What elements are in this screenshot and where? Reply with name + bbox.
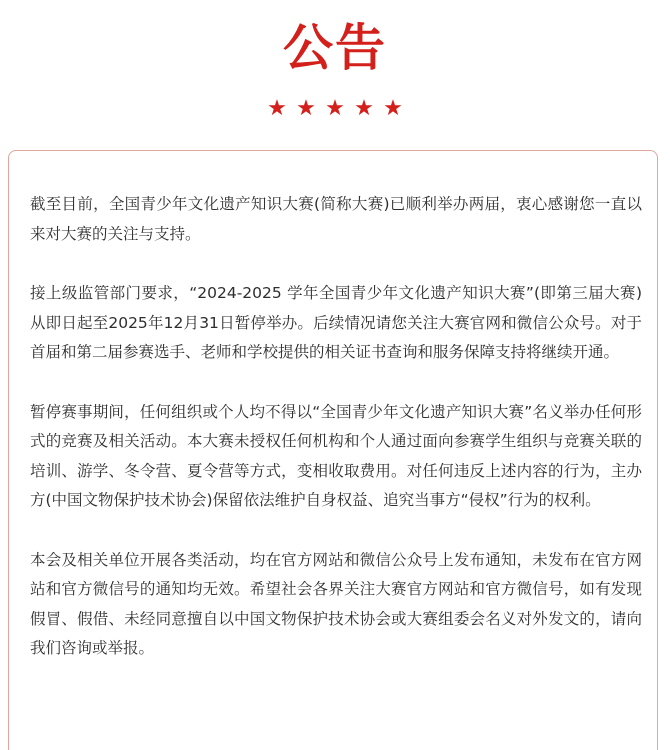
paragraph-suspension: 接上级监管部门要求，“2024-2025 学年全国青少年文化遗产知识大赛”(即第三届大赛)从即日起至2025年12月31日暂停举办。后续情况请您关注大赛官网和微信公众号。对于首届和第二届参赛选手、老师和学校提供的相关证书查询和服务保障支持将继续开通。 [30,284,642,361]
star-icon: ★ [267,96,287,121]
page-title: 公告 [283,19,387,77]
paragraph-acknowledgement: 截至目前，全国青少年文化遗产知识大赛(简称大赛)已顺利举办两届，衷心感谢您一直以来对大赛的关注与支持。 [30,195,642,243]
paragraph-prohibition: 暂停赛事期间，任何组织或个人均不得以“全国青少年文化遗产知识大赛”名义举办任何形式的竞赛及相关活动。本大赛未授权任何机构和个人通过面向参赛学生组织与竞赛关联的培训、游学、冬令营、夏令营等方式，变相收取费用。对任何违反上述内容的行为，主办方(中国文物保护技术协会)保留依法维护自身权益、追究当事方“侵权”行为的权利。 [30,402,642,509]
star-rating-decoration [0,96,670,122]
star-icon: ★ [383,96,403,121]
paragraph-official-channels: 本会及相关单位开展各类活动，均在官方网站和微信公众号上发布通知，未发布在官方网站和官方微信号的通知均无效。希望社会各界关注大赛官方网站和官方微信号，如有发现假冒、假借、未经同意擅自以中国文物保护技术协会或大赛组委会名义对外发文的，请向我们咨询或举报。 [30,550,642,657]
star-icon: ★ [325,96,345,121]
star-icon: ★ [354,96,374,121]
notice-body [30,190,642,694]
star-icon: ★ [296,96,316,121]
